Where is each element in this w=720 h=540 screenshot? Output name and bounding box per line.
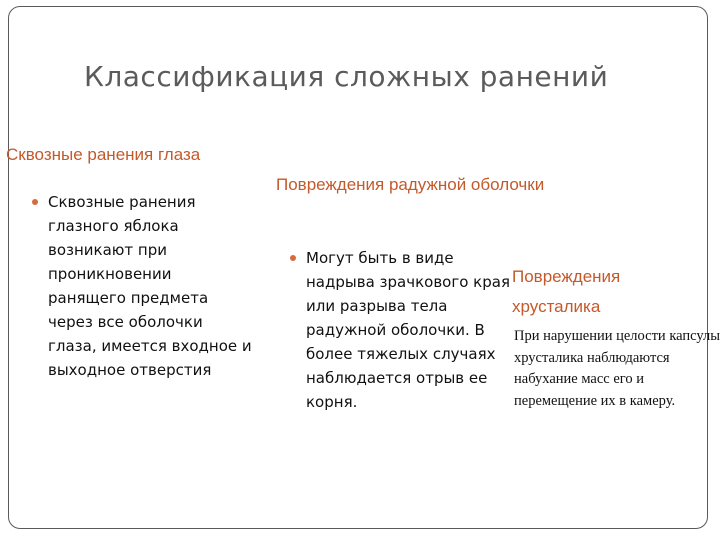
slide-title: Классификация сложных ранений	[84, 60, 609, 93]
text-lens-damage: При нарушении целости капсулы хрусталика наблюдаются набухание масс его и перемещение их в камеру.	[514, 328, 720, 409]
bullet-dot-icon	[32, 199, 38, 205]
bullet-text: Могут быть в виде надрыва зрачкового края или разрыва тела радужной оболочки. В более тяжелых случаях наблюдается отрыв ее корня.	[306, 249, 510, 411]
bullet-iris-damage	[290, 246, 515, 414]
bullet-text: Сквозные ранения глазного яблока возникают при проникновении ранящего предмета через все оболочки глаза, имеется входное и выходное отверстия	[48, 193, 252, 379]
heading-lens-damage: Повреждения хрусталика	[512, 267, 621, 316]
bullet-dot-icon	[290, 255, 296, 261]
heading-perforating-wounds: Сквозные ранения глаза	[6, 145, 201, 164]
bullet-perforating-wounds	[32, 190, 252, 382]
heading-iris-damage: Повреждения радужной оболочки	[276, 175, 545, 194]
